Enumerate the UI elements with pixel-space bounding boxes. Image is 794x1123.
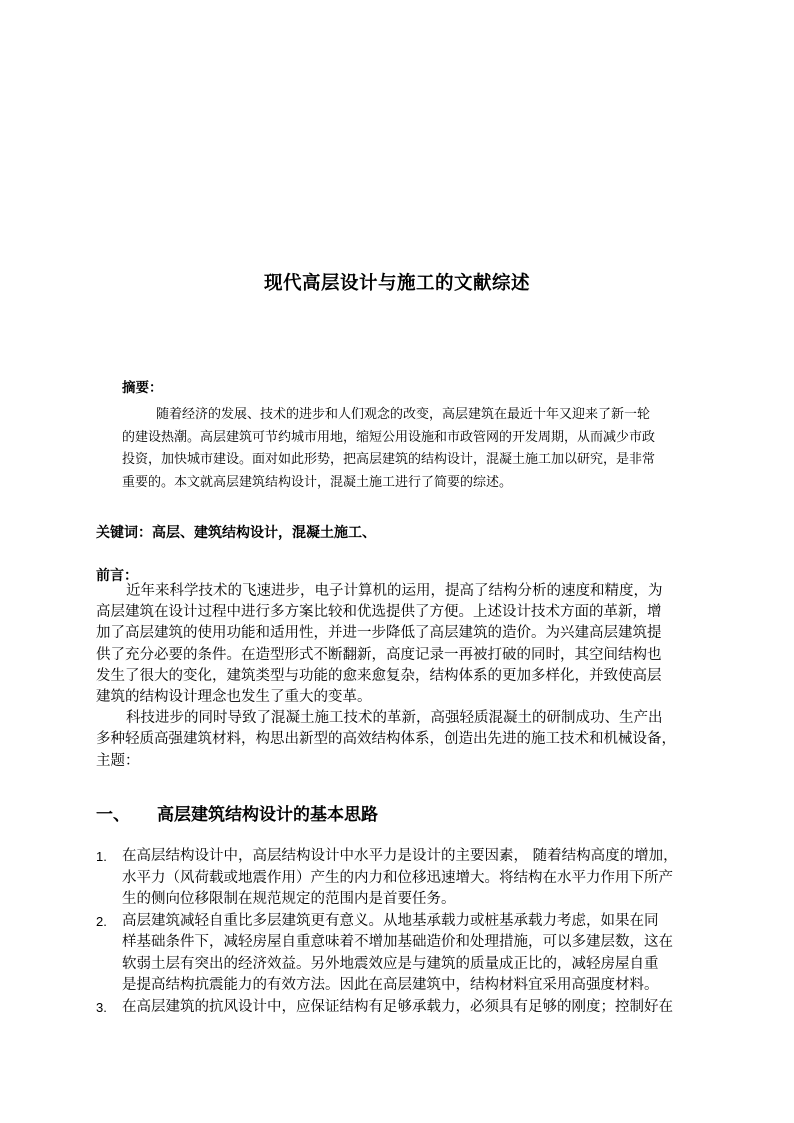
abstract-body [122, 404, 694, 494]
list-item [96, 846, 722, 911]
preface-line: 供了充分必要的条件。在造型形式不断翻新，高度记录一再被打破的同时，其空间结构也 [96, 646, 662, 663]
section-title: 高层建筑结构设计的基本思路 [157, 805, 378, 825]
list-line: 在高层建筑的抗风设计中，应保证结构有足够承载力，必须具有足够的刚度；控制好在 [122, 998, 673, 1015]
preface-line: 加了高层建筑的使用功能和适用性，并进一步降低了高层建筑的造价。为兴建高层建筑提 [96, 625, 662, 642]
abstract-line: 的建设热潮。高层建筑可节约城市用地，缩短公用设施和市政管网的开发周期，从而减少市政 [122, 429, 656, 445]
preface-line: 近年来科学技术的飞速进步，电子计算机的运用，提高了结构分析的速度和精度，为 [126, 583, 663, 599]
preface-heading: 前言： [96, 568, 138, 584]
list-item [96, 997, 722, 1019]
abstract-line: 重要的。本文就高层建筑结构设计，混凝土施工进行了简要的综述。 [122, 474, 513, 490]
numbered-list [96, 846, 722, 1018]
abstract-line: 随着经济的发展、技术的进步和人们观念的改变，高层建筑在最近十年又迎来了新一轮 [156, 407, 651, 422]
list-line: 在高层结构设计中，高层结构设计中水平力是设计的主要因素， 随着结构高度的增加， [122, 848, 678, 864]
list-marker: 1. [96, 849, 107, 864]
preface-line: 主题： [96, 752, 140, 769]
list-marker: 2. [96, 913, 107, 929]
preface-line: 多种轻质高强建筑材料，构思出新型的高效结构体系，创造出先进的施工技术和机械设备， [96, 731, 676, 748]
list-line: 水平力（风荷载或地震作用）产生的内力和位移迅速增大。将结构在水平力作用下所产 [122, 869, 673, 886]
list-line: 软弱土层有突出的经济效益。另外地震效应是与建筑的质量成正比的，减轻房屋自重 [122, 955, 659, 972]
list-item [96, 911, 722, 997]
abstract-heading: 摘要： [122, 380, 163, 396]
list-marker: 3. [96, 999, 107, 1015]
keywords-line: 关键词：高层、建筑结构设计，混凝土施工、 [96, 525, 376, 541]
preface-line: 高层建筑在设计过程中进行多方案比较和优选提供了方便。上述设计技术方面的革新，增 [96, 604, 662, 621]
preface-line: 发生了很大的变化，建筑类型与功能的愈来愈复杂，结构体系的更加多样化，并致使高层 [96, 667, 662, 684]
section-heading [96, 802, 378, 828]
abstract-line: 投资，加快城市建设。面对如此形势，把高层建筑的结构设计，混凝土施工加以研究，是非常 [122, 452, 656, 467]
preface-line: 建筑的结构设计理念也发生了重大的变革。 [96, 689, 372, 706]
section-number: 一、 [96, 805, 130, 825]
list-line: 样基础条件下，减轻房屋自重意味着不增加基础造价和处理措施，可以多建层数，这在 [122, 934, 673, 950]
preface-line: 科技进步的同时导致了混凝土施工技术的革新，高强轻质混凝土的研制成功、生产出 [126, 710, 663, 727]
document-title: 现代高层设计与施工的文献综述 [263, 273, 530, 294]
list-line: 生的侧向位移限制在规范规定的范围内是首要任务。 [122, 891, 456, 907]
list-line: 是提高结构抗震能力的有效方法。因此在高层建筑中，结构材料宜采用高强度材料。 [122, 977, 659, 993]
preface-body [96, 581, 722, 772]
list-line: 高层建筑减轻自重比多层建筑更有意义。从地基承载力或桩基承载力考虑，如果在同 [122, 912, 659, 929]
